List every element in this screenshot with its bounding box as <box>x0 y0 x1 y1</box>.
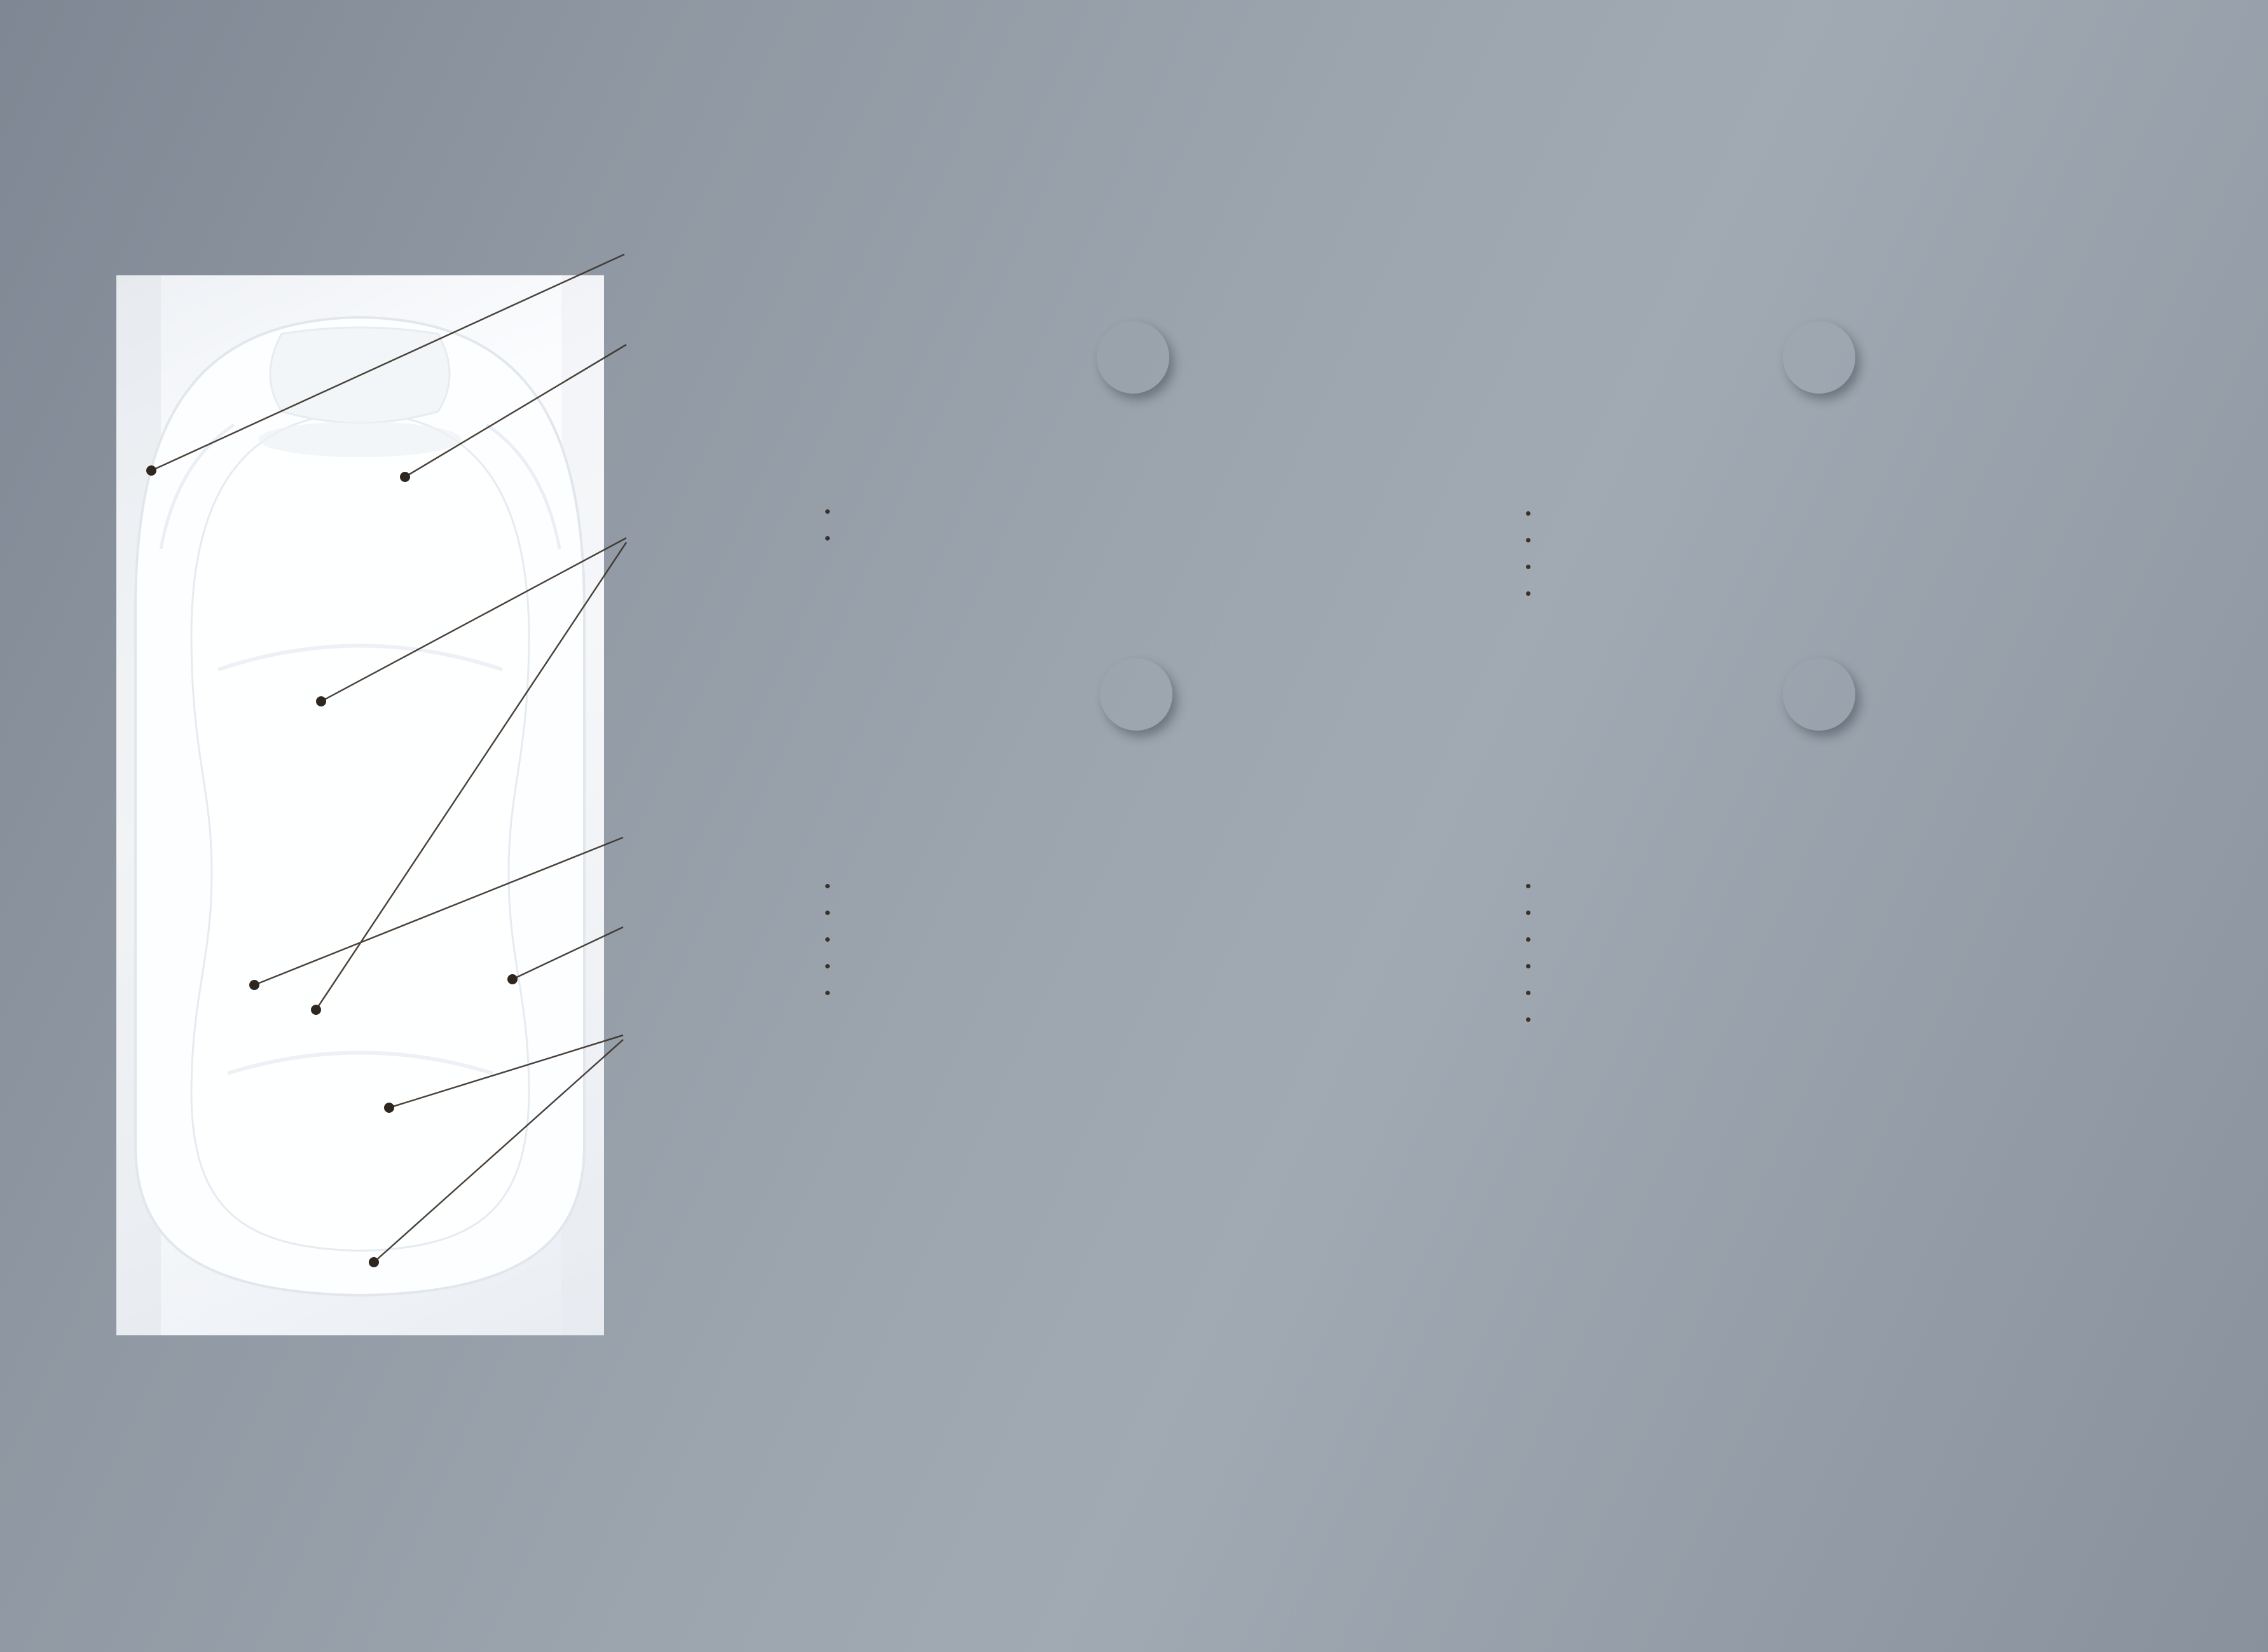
nano-pattern-lily-image <box>1326 1275 1574 1520</box>
bullet-icon <box>1526 565 1530 569</box>
badge-ultimate <box>1783 658 1855 731</box>
kit-bullet-list-optimal <box>1526 500 2175 607</box>
badge-light <box>1097 321 1169 394</box>
bullet-icon <box>1526 911 1530 915</box>
bullet-icon <box>825 964 830 968</box>
list-item <box>1526 872 2175 899</box>
list-item <box>825 498 1448 525</box>
list-item <box>1526 553 2175 580</box>
badge-intense <box>1100 658 1172 731</box>
kit-diagram-basic <box>823 269 1077 394</box>
bullet-icon <box>1526 591 1530 596</box>
list-item <box>825 953 1448 979</box>
kit-bullet-list-basic <box>825 498 1448 551</box>
nano-pattern-dolphin-image <box>820 1275 1068 1520</box>
list-item <box>1526 899 2175 926</box>
bullet-icon <box>825 911 830 915</box>
kit-diagram-ultimate <box>1525 606 1779 731</box>
list-item <box>825 872 1448 899</box>
bullet-icon <box>1526 937 1530 942</box>
bullet-icon <box>1526 1017 1530 1022</box>
list-item <box>1526 580 2175 607</box>
kit-diagram-optimal <box>1525 269 1779 394</box>
list-item <box>1526 500 2175 527</box>
bullet-icon <box>825 536 830 540</box>
bullet-icon <box>1526 964 1530 968</box>
list-item <box>825 899 1448 926</box>
bullet-icon <box>825 884 830 888</box>
kit-bullet-list-ultimate <box>1526 872 2175 1033</box>
nano-pattern-butterfly-image <box>1579 1275 1827 1520</box>
bathtub-top-view-photo <box>116 275 604 1335</box>
bullet-icon <box>1526 991 1530 995</box>
badge-optimal <box>1783 321 1855 394</box>
list-item <box>1526 527 2175 553</box>
list-item <box>825 979 1448 1006</box>
bullet-icon <box>1526 511 1530 516</box>
kit-diagram-intense <box>823 606 1077 731</box>
kit-bullet-list-intense <box>825 872 1448 1006</box>
list-item <box>1526 979 2175 1006</box>
bullet-icon <box>1526 884 1530 888</box>
bullet-icon <box>825 937 830 942</box>
nano-pattern-circle-image <box>1073 1275 1321 1520</box>
bathtub-illustration <box>116 275 604 1335</box>
bullet-icon <box>825 509 830 514</box>
list-item <box>1526 1006 2175 1033</box>
list-item <box>825 525 1448 551</box>
bullet-icon <box>1526 538 1530 542</box>
list-item <box>1526 953 2175 979</box>
bullet-icon <box>825 991 830 995</box>
list-item <box>1526 926 2175 953</box>
list-item <box>825 926 1448 953</box>
